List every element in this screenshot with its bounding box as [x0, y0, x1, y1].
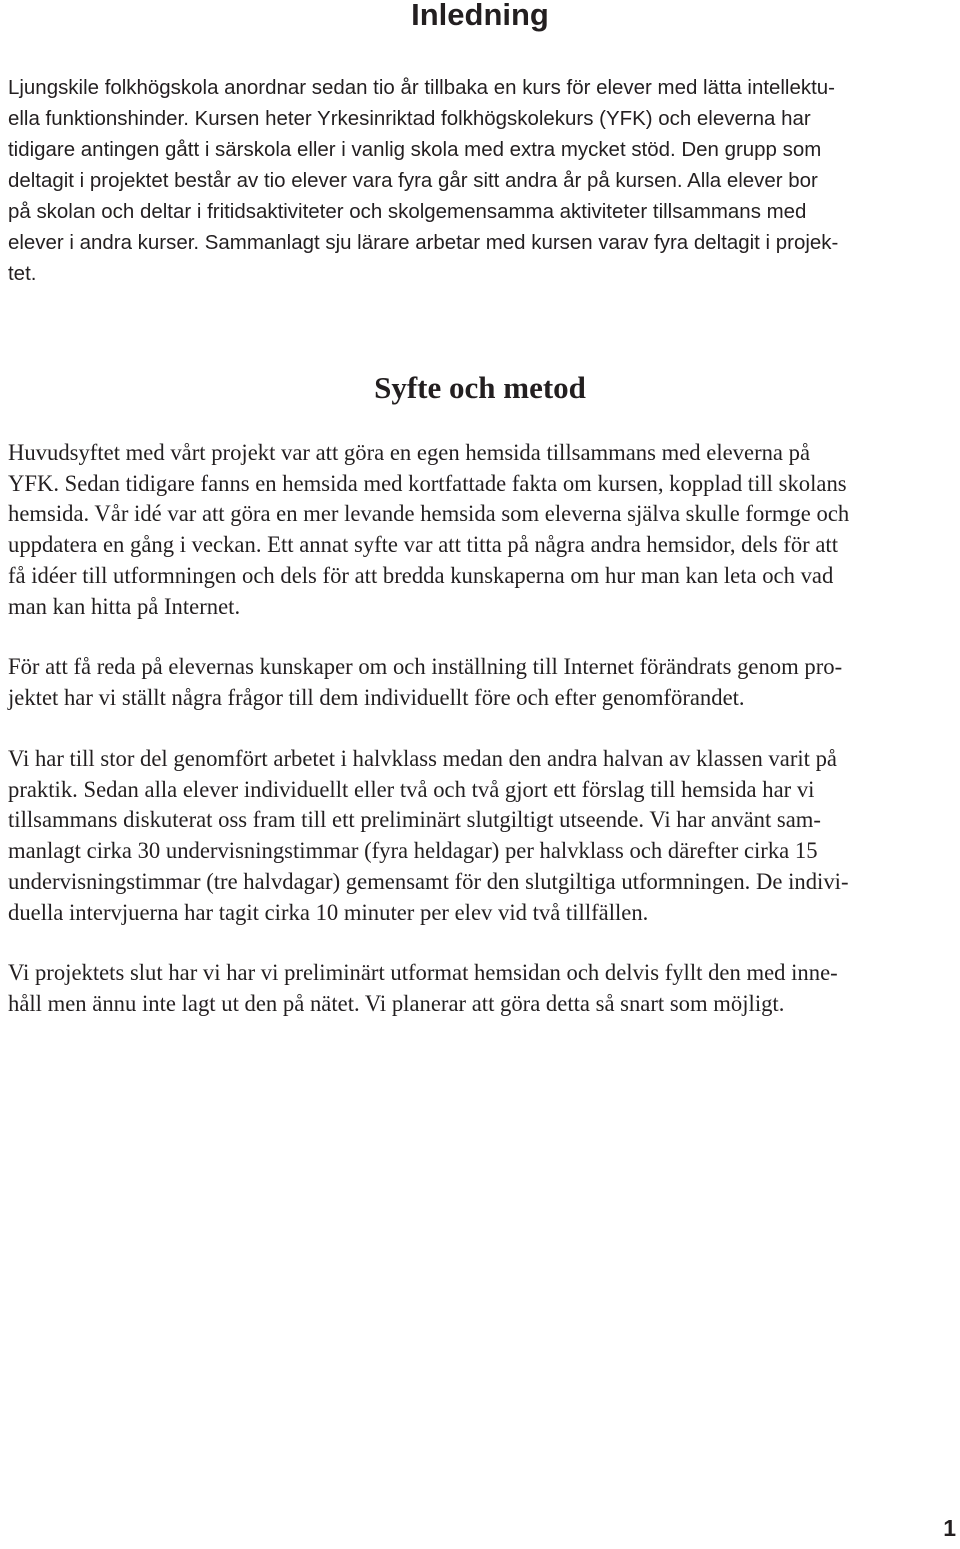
text-line: YFK. Sedan tidigare fanns en hemsida med kortfattade fakta om kursen, kopplad till skolans — [8, 470, 847, 496]
text-line: på skolan och deltar i fritidsaktiviteter och skolgemensamma aktiviteter tillsammans med — [8, 200, 807, 223]
text-line: tet. — [8, 262, 37, 285]
text-line: praktik. Sedan alla elever individuellt eller två och två gjort ett förslag till hemsida har vi — [8, 776, 815, 802]
text-line: tidigare antingen gått i särskola eller i vanlig skola med extra mycket stöd. Den grupp som — [8, 138, 822, 161]
text-line: tillsammans diskuterat oss fram till ett preliminärt slutgiltigt utseende. Vi har använt sam- — [8, 807, 821, 833]
purpose-paragraph-1 — [8, 438, 960, 622]
text-line: Vi har till stor del genomfört arbetet i halvklass medan den andra halvan av klassen varit på — [8, 746, 837, 771]
intro-heading: Inledning — [411, 0, 549, 32]
text-line: ella funktionshinder. Kursen heter Yrkesinriktad folkhögskolekurs (YFK) och eleverna har — [8, 107, 811, 130]
intro-paragraph — [8, 72, 960, 289]
text-line: man kan hitta på Internet. — [8, 593, 241, 619]
text-line: jektet har vi ställt några frågor till dem individuellt före och efter genomförandet. — [8, 684, 745, 710]
text-line: få idéer till utformningen och dels för att bredda kunskaperna om hur man kan leta och vad — [8, 562, 834, 588]
text-line: duella intervjuerna har tagit cirka 10 minuter per elev vid två tillfällen. — [8, 899, 649, 925]
text-line: elever i andra kurser. Sammanlagt sju lärare arbetar med kursen varav fyra deltagit i projek- — [8, 231, 839, 254]
text-line: manlagt cirka 30 undervisningstimmar (fyra heldagar) per halvklass och därefter cirka 15 — [8, 838, 818, 864]
text-line: deltagit i projektet består av tio elever vara fyra går sitt andra år på kursen. Alla elever bor — [8, 169, 818, 192]
text-line: Vi projektets slut har vi har vi preliminärt utformat hemsidan och delvis fyllt den med inne- — [8, 960, 838, 985]
text-line: uppdatera en gång i veckan. Ett annat syfte var att titta på några andra hemsidor, dels för att — [8, 532, 839, 558]
purpose-paragraph-4 — [8, 958, 960, 1019]
text-line: Huvudsyftet med vårt projekt var att göra en egen hemsida tillsammans med eleverna på — [8, 440, 811, 465]
text-line: håll men ännu inte lagt ut den på nätet. Vi planerar att göra detta så snart som möjligt. — [8, 990, 785, 1016]
page-number: 1 — [943, 1515, 956, 1541]
text-line: hemsida. Vår idé var att göra en mer levande hemsida som eleverna själva skulle formge och — [8, 501, 850, 527]
text-line: Ljungskile folkhögskola anordnar sedan tio år tillbaka en kurs för elever med lätta intellektu- — [8, 76, 835, 99]
purpose-heading: Syfte och metod — [374, 370, 586, 405]
purpose-paragraph-2 — [8, 652, 960, 713]
text-line: undervisningstimmar (tre halvdagar) gemensamt för den slutgiltiga utformningen. De indivi- — [8, 868, 849, 894]
text-line: För att få reda på elevernas kunskaper om och inställning till Internet förändrats genom pro- — [8, 654, 843, 679]
purpose-paragraph-3 — [8, 744, 960, 928]
